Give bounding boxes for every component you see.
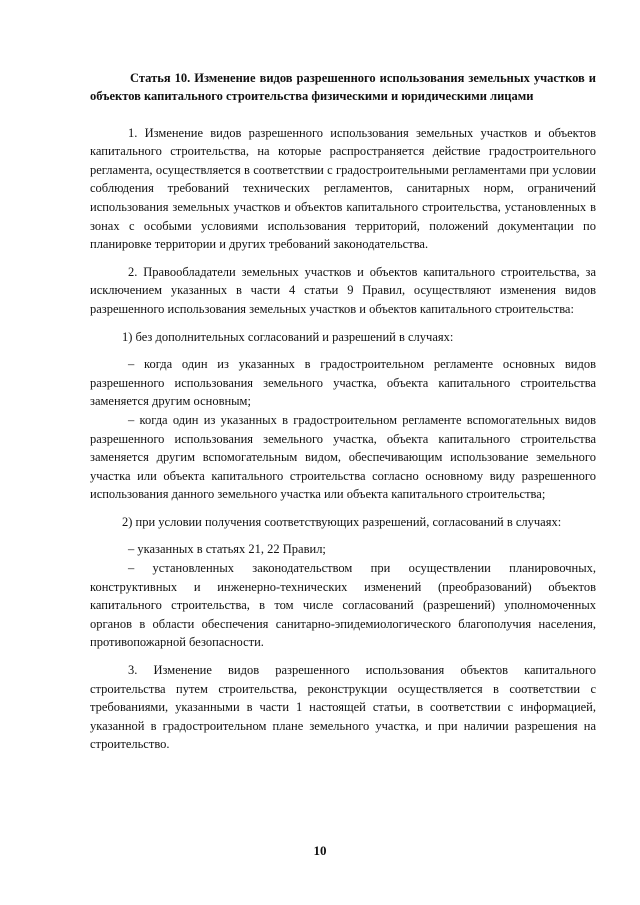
dash-item-2-1-b: – когда один из указанных в градостроительном регламенте вспомогательных видов разрешенного использования земельного участка, объекта капитального строительства заменяется другим вспомогательным видом, обеспечивающим использование земельного участка или объекта капитального строительства согласно основному виду разрешенного использования данного земельного участка или объекта капитального строительства; xyxy=(90,412,596,502)
page-number: 10 xyxy=(313,843,327,858)
dash-item-2-2-b: – установленных законодательством при осуществлении планировочных, конструктивных и инженерно-технических изменений (преобразований) объектов капитального строительства, в том числе согласований (разрешений) уполномоченных органов в области обеспечения санитарно-эпидемиологического благополучия населения, противопожарной безопасности. xyxy=(90,561,596,650)
dash-item-2-1-a: – когда один из указанных в градостроительном регламенте основных видов разрешенного использования земельного участка, объекта капитального строительства заменяется другим основным; xyxy=(90,357,596,409)
paragraph-3: 3. Изменение видов разрешенного использования объектов капитального строительства путем строительства, реконструкции осуществляется в соответствии с требованиями, указанными в части 1 настоящей статьи, в соответствии с информацией, указанной в градостроительном плане земельного участка, и при наличии разрешения на строительство. xyxy=(90,663,596,752)
paragraph-1: 1. Изменение видов разрешенного использования земельных участков и объектов капитального строительства, на которые распространяется действие градостроительного регламента, осуществляется в соответствии с градостроительными регламентами при условии соблюдения требований технических регламентов, санитарных норм, ограничений использования земельных участков и объектов капитального строительства, установленных в зонах с особыми условиями использования территорий, положений документации по планировке территории и других требований законодательства. xyxy=(90,125,596,252)
article-title: Статья 10. Изменение видов разрешенного использования земельных участков и объектов капитального строительства физическими и юридическими лицами xyxy=(90,71,596,103)
dash-item-2-2-a: – указанных в статьях 21, 22 Правил; xyxy=(128,542,326,557)
paragraph-2: 2. Правообладатели земельных участков и объектов капитального строительства, за исключением указанных в части 4 статьи 9 Правил, осуществляют изменения видов разрешенного использования земельных участков и объектов капитального строительства: xyxy=(90,264,596,316)
subitem-2-2: 2) при условии получения соответствующих разрешений, согласований в случаях: xyxy=(122,514,562,529)
subitem-2-1: 1) без дополнительных согласований и разрешений в случаях: xyxy=(122,329,454,344)
